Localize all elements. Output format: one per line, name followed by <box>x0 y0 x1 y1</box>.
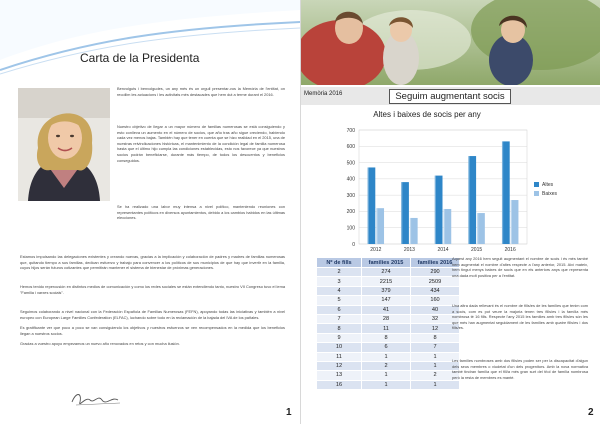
y-tick-label: 300 <box>346 192 355 199</box>
table-row <box>317 343 460 352</box>
table-cell-children: 8 <box>317 324 362 333</box>
legend-label-altes: Altes <box>542 182 554 188</box>
president-photo <box>18 88 110 201</box>
table-cell-2015: 274 <box>362 268 411 277</box>
table-cell-2015: 379 <box>362 286 411 295</box>
table-cell-children: 9 <box>317 333 362 342</box>
bar-highlight <box>477 213 478 244</box>
bar-highlight <box>410 218 411 244</box>
legend-swatch-altes <box>534 182 539 187</box>
table-row <box>317 361 460 370</box>
table-header-row <box>317 258 460 268</box>
table-cell-children: 12 <box>317 361 362 370</box>
memoria-label: Memòria 2016 <box>304 91 343 97</box>
families-table-wrap <box>316 257 460 390</box>
y-tick-label: 500 <box>346 160 355 167</box>
table-header-2015: families 2015 <box>362 258 411 268</box>
bar-highlight <box>435 176 436 244</box>
letter-paragraph-3: Se ha realizado una labor muy intensa a nivel político, manteniendo reuniones con representantes políticos en diversos ayuntamientos, debido a los cambios habidos en las últimas elecciones. <box>117 204 285 221</box>
y-tick-label: 200 <box>346 209 355 216</box>
legend-swatch-baixes <box>534 191 539 196</box>
president-signature <box>68 388 128 410</box>
table-cell-2016: 1 <box>411 352 460 361</box>
table-cell-children: 10 <box>317 343 362 352</box>
table-row <box>317 286 460 295</box>
bar-highlight <box>444 209 445 244</box>
x-tick-label: 2014 <box>437 247 449 253</box>
x-tick-label: 2016 <box>504 247 516 253</box>
section-title: Seguim augmentant socis <box>389 89 511 104</box>
x-tick-label: 2012 <box>370 247 382 253</box>
y-tick-label: 100 <box>346 225 355 232</box>
families-table <box>316 257 460 390</box>
y-tick-label: 400 <box>346 176 355 183</box>
plot-area <box>359 130 527 244</box>
table-cell-2015: 28 <box>362 314 411 323</box>
table-row <box>317 268 460 277</box>
letter-title: Carta de la Presidenta <box>80 51 200 65</box>
table-row <box>317 371 460 380</box>
letter-paragraph-8: Gracias a vuestro apoyo empezamos un nuevo año renovados en retos y con mucha ilusión. <box>20 341 180 346</box>
table-cell-2015: 6 <box>362 343 411 352</box>
letter-paragraph-2: Nuestro objetivo de llegar a un mayor número de familias numerosas se está consiguiendo y esto conlleva un aumento en el número de socios, que año tras año sigue creciendo, habiendo cada vez menos bajas. También hay que tener en cuenta que se hizo realidad en el 2015, una de nuestras reivindicaciones históricas, el mantenimiento de la condición legal de familia numerosa hasta que el último hijo cumpla las condiciones establecidas, esto nos favorece ya que nuestros socios podrán beneficiarse, durante más tiempo, de todos los descuentos y beneficios conseguidos. <box>117 124 285 163</box>
table-cell-2015: 1 <box>362 352 411 361</box>
letter-paragraph-6: Seguimos colaborando a nivel nacional con la Federación Española de Familias Numerosas (FEFN), apoyando todas las iniciativas y también a nivel europeo con European Large Families Confederation (ELFAC), luchando sobre todo en la reclamación de la bajada del IVA de los pañales. <box>20 309 285 320</box>
letter-paragraph-5: Hemos tenido repercusión en distintos medios de comunicación y como los redes sociales se están extendiendo tanto, nuestro VII Congreso tuvo el lema "Familia i xarxes socials". <box>20 284 285 295</box>
right-page <box>300 0 600 424</box>
table-cell-2015: 8 <box>362 333 411 342</box>
table-header-children: Nº de fills <box>317 258 362 268</box>
header-swoosh <box>0 0 300 80</box>
table-row <box>317 324 460 333</box>
y-tick-label: 700 <box>346 127 355 134</box>
table-cell-children: 13 <box>317 371 362 380</box>
chart-title: Altes i baixes de socis per any <box>373 110 481 119</box>
bar-highlight <box>502 141 503 244</box>
x-tick-label: 2013 <box>403 247 415 253</box>
legend-label-baixes: Baixes <box>542 191 558 197</box>
stats-paragraph-3: Les famílies nombroses amb dos fills/es poden ser per la discapacitat d'algun dels seus membres o viudetat d'un dels progenitors. Amb la nova normativa també tindran família que el fill/a més gran surt del títol de família nombrosa però la resta de membres es manté. <box>452 358 588 380</box>
letter-paragraph-4: Estamos impulsando las delegaciones existentes y creando nuevas, gracias a la implicación y colaboración de padres y madres de familias numerosas que, quitando tiempo a sus familias, dedican esfuerzo y trabajo para convencer a los políticos de sus municipios de que hay que invertir en la familia, cuyos hijos serán futuros cotizantes que permitirán mantener el sistema de bienestar de próximas generaciones. <box>20 254 285 271</box>
stats-paragraph-1: Aquest any 2016 hem seguit augmentant el nombre de socis i és més també hem augmentat el nombre d'altes respecte a l'any anterior, 2015. Així mateix, hem tingut menys baixes de socis que en els anteriors anys que representa una dada molt positiva per a l'entitat. <box>452 256 588 278</box>
table-cell-children: 16 <box>317 380 362 389</box>
table-cell-2015: 147 <box>362 296 411 305</box>
table-cell-2015: 41 <box>362 305 411 314</box>
y-tick-label: 0 <box>352 241 355 248</box>
table-cell-children: 7 <box>317 314 362 323</box>
table-row <box>317 277 460 286</box>
table-cell-2015: 11 <box>362 324 411 333</box>
table-header-2016: families 2016 <box>411 258 460 268</box>
table-cell-2016: 40 <box>411 305 460 314</box>
table-cell-2016: 434 <box>411 286 460 295</box>
table-cell-children: 5 <box>317 296 362 305</box>
table-row <box>317 314 460 323</box>
table-cell-2016: 2509 <box>411 277 460 286</box>
family-hero-photo <box>301 0 600 85</box>
table-row <box>317 352 460 361</box>
table-cell-2016: 160 <box>411 296 460 305</box>
bar-highlight <box>376 208 377 244</box>
table-cell-2015: 1 <box>362 380 411 389</box>
table-cell-2015: 1 <box>362 371 411 380</box>
table-row <box>317 296 460 305</box>
bar-highlight <box>401 182 402 244</box>
letter-paragraph-7: Es gratificante ver que poco a poco se van consiguiendo los objetivos y nuestros esfuerzos se ven recompensados en la medida que los beneficios llegan a nuestros socios. <box>20 325 285 336</box>
table-cell-2016: 2 <box>411 371 460 380</box>
table-row <box>317 380 460 389</box>
table-cell-children: 6 <box>317 305 362 314</box>
bar-highlight <box>511 200 512 244</box>
table-cell-2016: 12 <box>411 324 460 333</box>
bar-highlight <box>468 156 469 244</box>
table-cell-children: 2 <box>317 268 362 277</box>
table-cell-children: 3 <box>317 277 362 286</box>
table-cell-2016: 1 <box>411 361 460 370</box>
table-cell-2016: 1 <box>411 380 460 389</box>
table-cell-2016: 7 <box>411 343 460 352</box>
table-cell-2016: 290 <box>411 268 460 277</box>
table-cell-2015: 2 <box>362 361 411 370</box>
stats-paragraph-2: Una altra dada rellevant és el nombre de fills/es de les famílies que tenim com a socis, com es pot veure la majoria tenen tres fills/es i la família més nombrosa té 16 fills. Respecte l'any 2015 les famílies amb tres fills/es són les que més han augmentat seguidament de les famílies amb quatre fills/es i dos fills/es. <box>452 303 588 331</box>
x-tick-label: 2015 <box>471 247 483 253</box>
table-cell-2016: 32 <box>411 314 460 323</box>
table-cell-children: 4 <box>317 286 362 295</box>
members-bar-chart <box>301 120 600 255</box>
table-row <box>317 305 460 314</box>
page-number: 2 <box>588 407 594 418</box>
page-number: 1 <box>286 407 292 418</box>
table-cell-2016: 8 <box>411 333 460 342</box>
letter-paragraph-1: Benvolguts i benvolgudes, un any més és un orgull presentar-vos la Memòria de l'entitat, on recollim les actuacions i les activitats més destacades que hem dut a terme durant el 2016. <box>117 86 285 97</box>
table-cell-2015: 2215 <box>362 277 411 286</box>
bar-highlight <box>368 167 369 244</box>
table-row <box>317 333 460 342</box>
table-cell-children: 11 <box>317 352 362 361</box>
y-tick-label: 600 <box>346 144 355 151</box>
